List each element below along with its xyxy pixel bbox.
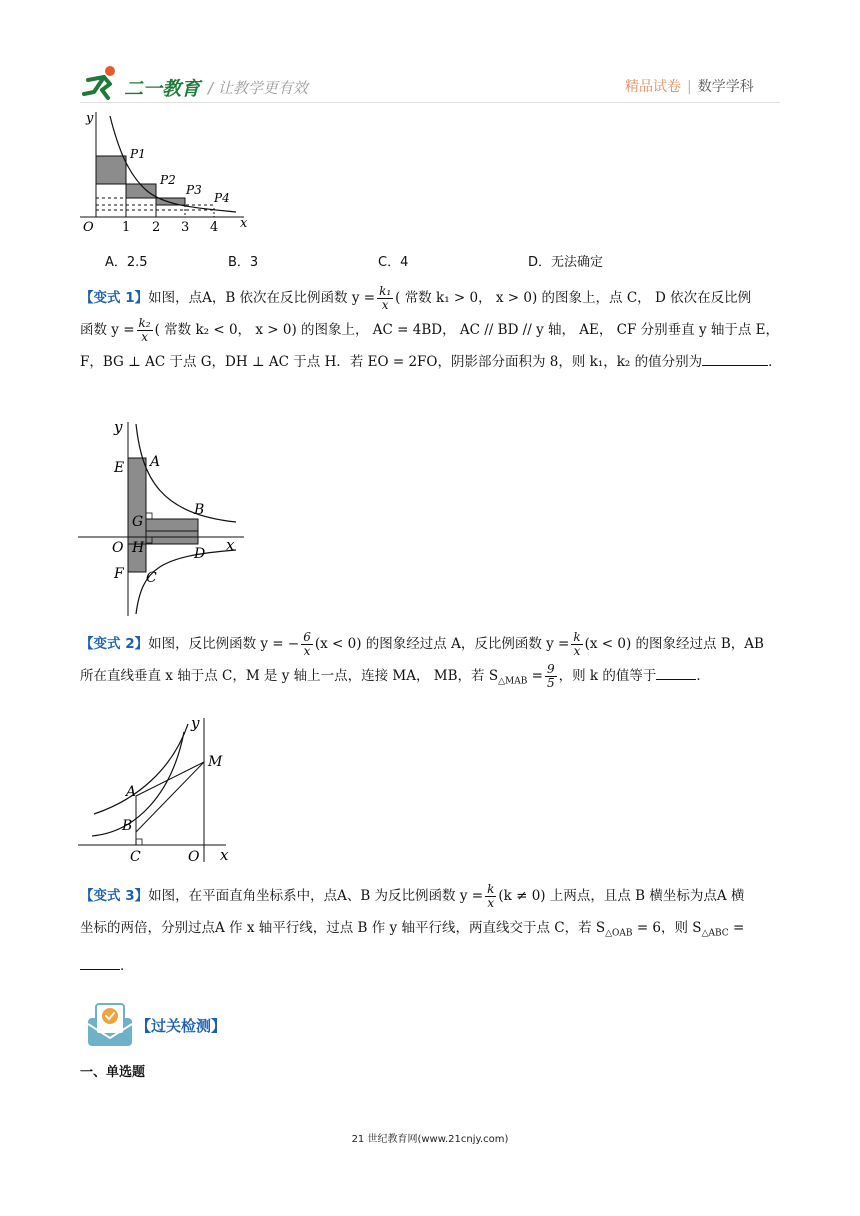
v2-seg2: (x < 0) 的图象经过点 A，反比例函数 y =: [314, 636, 570, 652]
v3-seg6: ．: [120, 957, 134, 974]
fig2-rect-gb: [146, 519, 198, 531]
fig2-rect-ae: [128, 458, 146, 544]
variant-2-text: [80, 628, 784, 698]
footer-text: 21 世纪教育网(www.21cnjy.com): [351, 1134, 509, 1145]
variant-1-text: [80, 282, 784, 378]
fig2-label-h: H: [132, 540, 145, 556]
v1-seg4: ( 常数 k₂ < 0， x > 0) 的图象上， AC = 4BD， AC // BD // y 轴， AE， CF 分别垂直 y 轴于点 E，: [154, 322, 780, 338]
fig2-label-e: E: [114, 460, 125, 476]
v3-sub1: △OAB: [605, 928, 633, 939]
fig1-point-p2: P2: [160, 173, 176, 187]
fig1-rect-1: [96, 156, 126, 184]
fig2-label-y: y: [114, 418, 123, 436]
fig1-point-p4: P4: [214, 191, 230, 205]
v2-seg6: ，则 k 的值等于: [558, 668, 657, 684]
fig1-axis-y: y: [86, 111, 94, 126]
fig1-tick-2: 2: [152, 220, 161, 235]
v3-seg2: (k ≠ 0) 上两点，且点 B 横坐标为点A 横: [498, 888, 745, 904]
logo-text: 二一教育: [124, 78, 201, 100]
v1-frac2: $\frac{\text{k₂}}{x}$: [138, 316, 151, 344]
v2-frac2: $\frac{k}{x}$: [573, 630, 581, 658]
header: [0, 0, 860, 110]
v2-seg1: 如图，反比例函数 y = −: [148, 636, 300, 652]
fig3-label-a: A: [126, 784, 137, 800]
fig2-curve-upper: [136, 424, 236, 522]
option-d: D．无法确定: [528, 255, 604, 270]
fig3-label-c: C: [130, 849, 141, 865]
v2-frac1: $\frac{6}{x}$: [303, 630, 311, 658]
variant-3-text: [80, 880, 784, 982]
option-b: B．3: [228, 255, 259, 270]
fig3-curve-b: [92, 732, 184, 836]
fig1-rect-2: [126, 184, 156, 198]
option-c: C．4: [378, 255, 409, 270]
v2-seg7: ．: [696, 668, 710, 684]
fig1-tick-1: 1: [122, 220, 131, 235]
header-rule: [80, 102, 780, 103]
fig1-point-p1: P1: [130, 147, 146, 161]
fig1-axis-x: x: [240, 216, 248, 231]
v3-frac1: $\frac{k}{x}$: [487, 882, 495, 910]
fig3-line-bm: [136, 762, 204, 832]
fig2-label-o: O: [112, 540, 124, 556]
header-divider: |: [687, 79, 692, 95]
v2-seg5: =: [527, 668, 543, 684]
option-a: A．2.5: [105, 255, 148, 270]
fig1-tick-4: 4: [210, 220, 219, 235]
v1-seg5: F，BG ⊥ AC 于点 G，DH ⊥ AC 于点 H．若 EO = 2FO，阴影部分面积为 8，则 k₁，k₂ 的值分别为: [80, 354, 703, 370]
variant-2-tag: 【变式 2】: [80, 636, 149, 652]
fig3-label-x: x: [220, 846, 229, 864]
variant-3-tag: 【变式 3】: [80, 888, 149, 904]
v1-seg3: 函数 y =: [80, 322, 135, 338]
v3-answer-blank[interactable]: [80, 955, 120, 970]
fig1-origin: O: [83, 220, 94, 235]
section-subtitle: 一、单选题: [80, 1065, 146, 1080]
v3-seg3: 坐标的两倍，分别过点A 作 x 轴平行线，过点 B 作 y 轴平行线，两直线交于点 C，若 S: [80, 920, 606, 936]
v3-seg4: = 6，则 S: [632, 920, 702, 936]
v1-seg1: 如图，点A，B 依次在反比例函数 y =: [148, 290, 376, 306]
v2-seg3: (x < 0) 的图象经过点 B，AB: [584, 636, 764, 652]
v1-seg2: ( 常数 k₁ > 0， x > 0) 的图象上，点 C， D 依次在反比例: [395, 290, 752, 306]
checklist-icon: [86, 1000, 134, 1048]
runner-logo-icon: [80, 64, 122, 100]
fig3-line-am: [136, 762, 204, 796]
fig2-label-d: D: [194, 546, 206, 562]
header-right: [625, 76, 754, 96]
v2-sub: △MAB: [498, 676, 528, 687]
quality-label: 精品试卷: [625, 79, 681, 95]
fig3-label-y: y: [191, 714, 200, 732]
figure-3: [76, 714, 256, 866]
subject-label: 数学学科: [697, 79, 754, 95]
v3-seg5: =: [728, 920, 745, 936]
v1-seg6: ．: [768, 354, 782, 370]
fig3-curve-a: [94, 724, 188, 814]
section-title: 【过关检测】: [136, 1017, 227, 1035]
slogan: / 让教学更有效: [208, 79, 308, 97]
v3-sub2: △ABC: [701, 928, 729, 939]
fig1-point-p3: P3: [186, 183, 202, 197]
fig1-tick-3: 3: [181, 220, 190, 235]
v3-seg1: 如图，在平面直角坐标系中，点A、B 为反比例函数 y =: [148, 888, 484, 904]
fig3-label-m: M: [208, 754, 223, 770]
v1-frac1: $\frac{\text{k₁}}{x}$: [379, 284, 392, 312]
fig2-label-a: A: [150, 454, 161, 470]
fig2-label-x: x: [226, 536, 235, 554]
fig2-label-f: F: [114, 566, 124, 582]
v2-seg4: 所在直线垂直 x 轴于点 C，M 是 y 轴上一点，连接 MA， MB，若 S: [80, 668, 499, 684]
v2-answer-blank[interactable]: [656, 665, 696, 680]
fig3-label-o: O: [188, 849, 200, 865]
v2-frac3: $\frac{9}{5}$: [546, 662, 555, 690]
fig3-label-b: B: [122, 818, 133, 834]
fig2-label-g: G: [132, 514, 144, 530]
fig2-label-c: C: [146, 570, 157, 586]
v1-answer-blank[interactable]: [702, 351, 768, 366]
figure-2: [76, 418, 256, 618]
variant-1-tag: 【变式 1】: [80, 290, 149, 306]
fig2-label-b: B: [194, 502, 205, 518]
figure-1: [76, 108, 256, 236]
